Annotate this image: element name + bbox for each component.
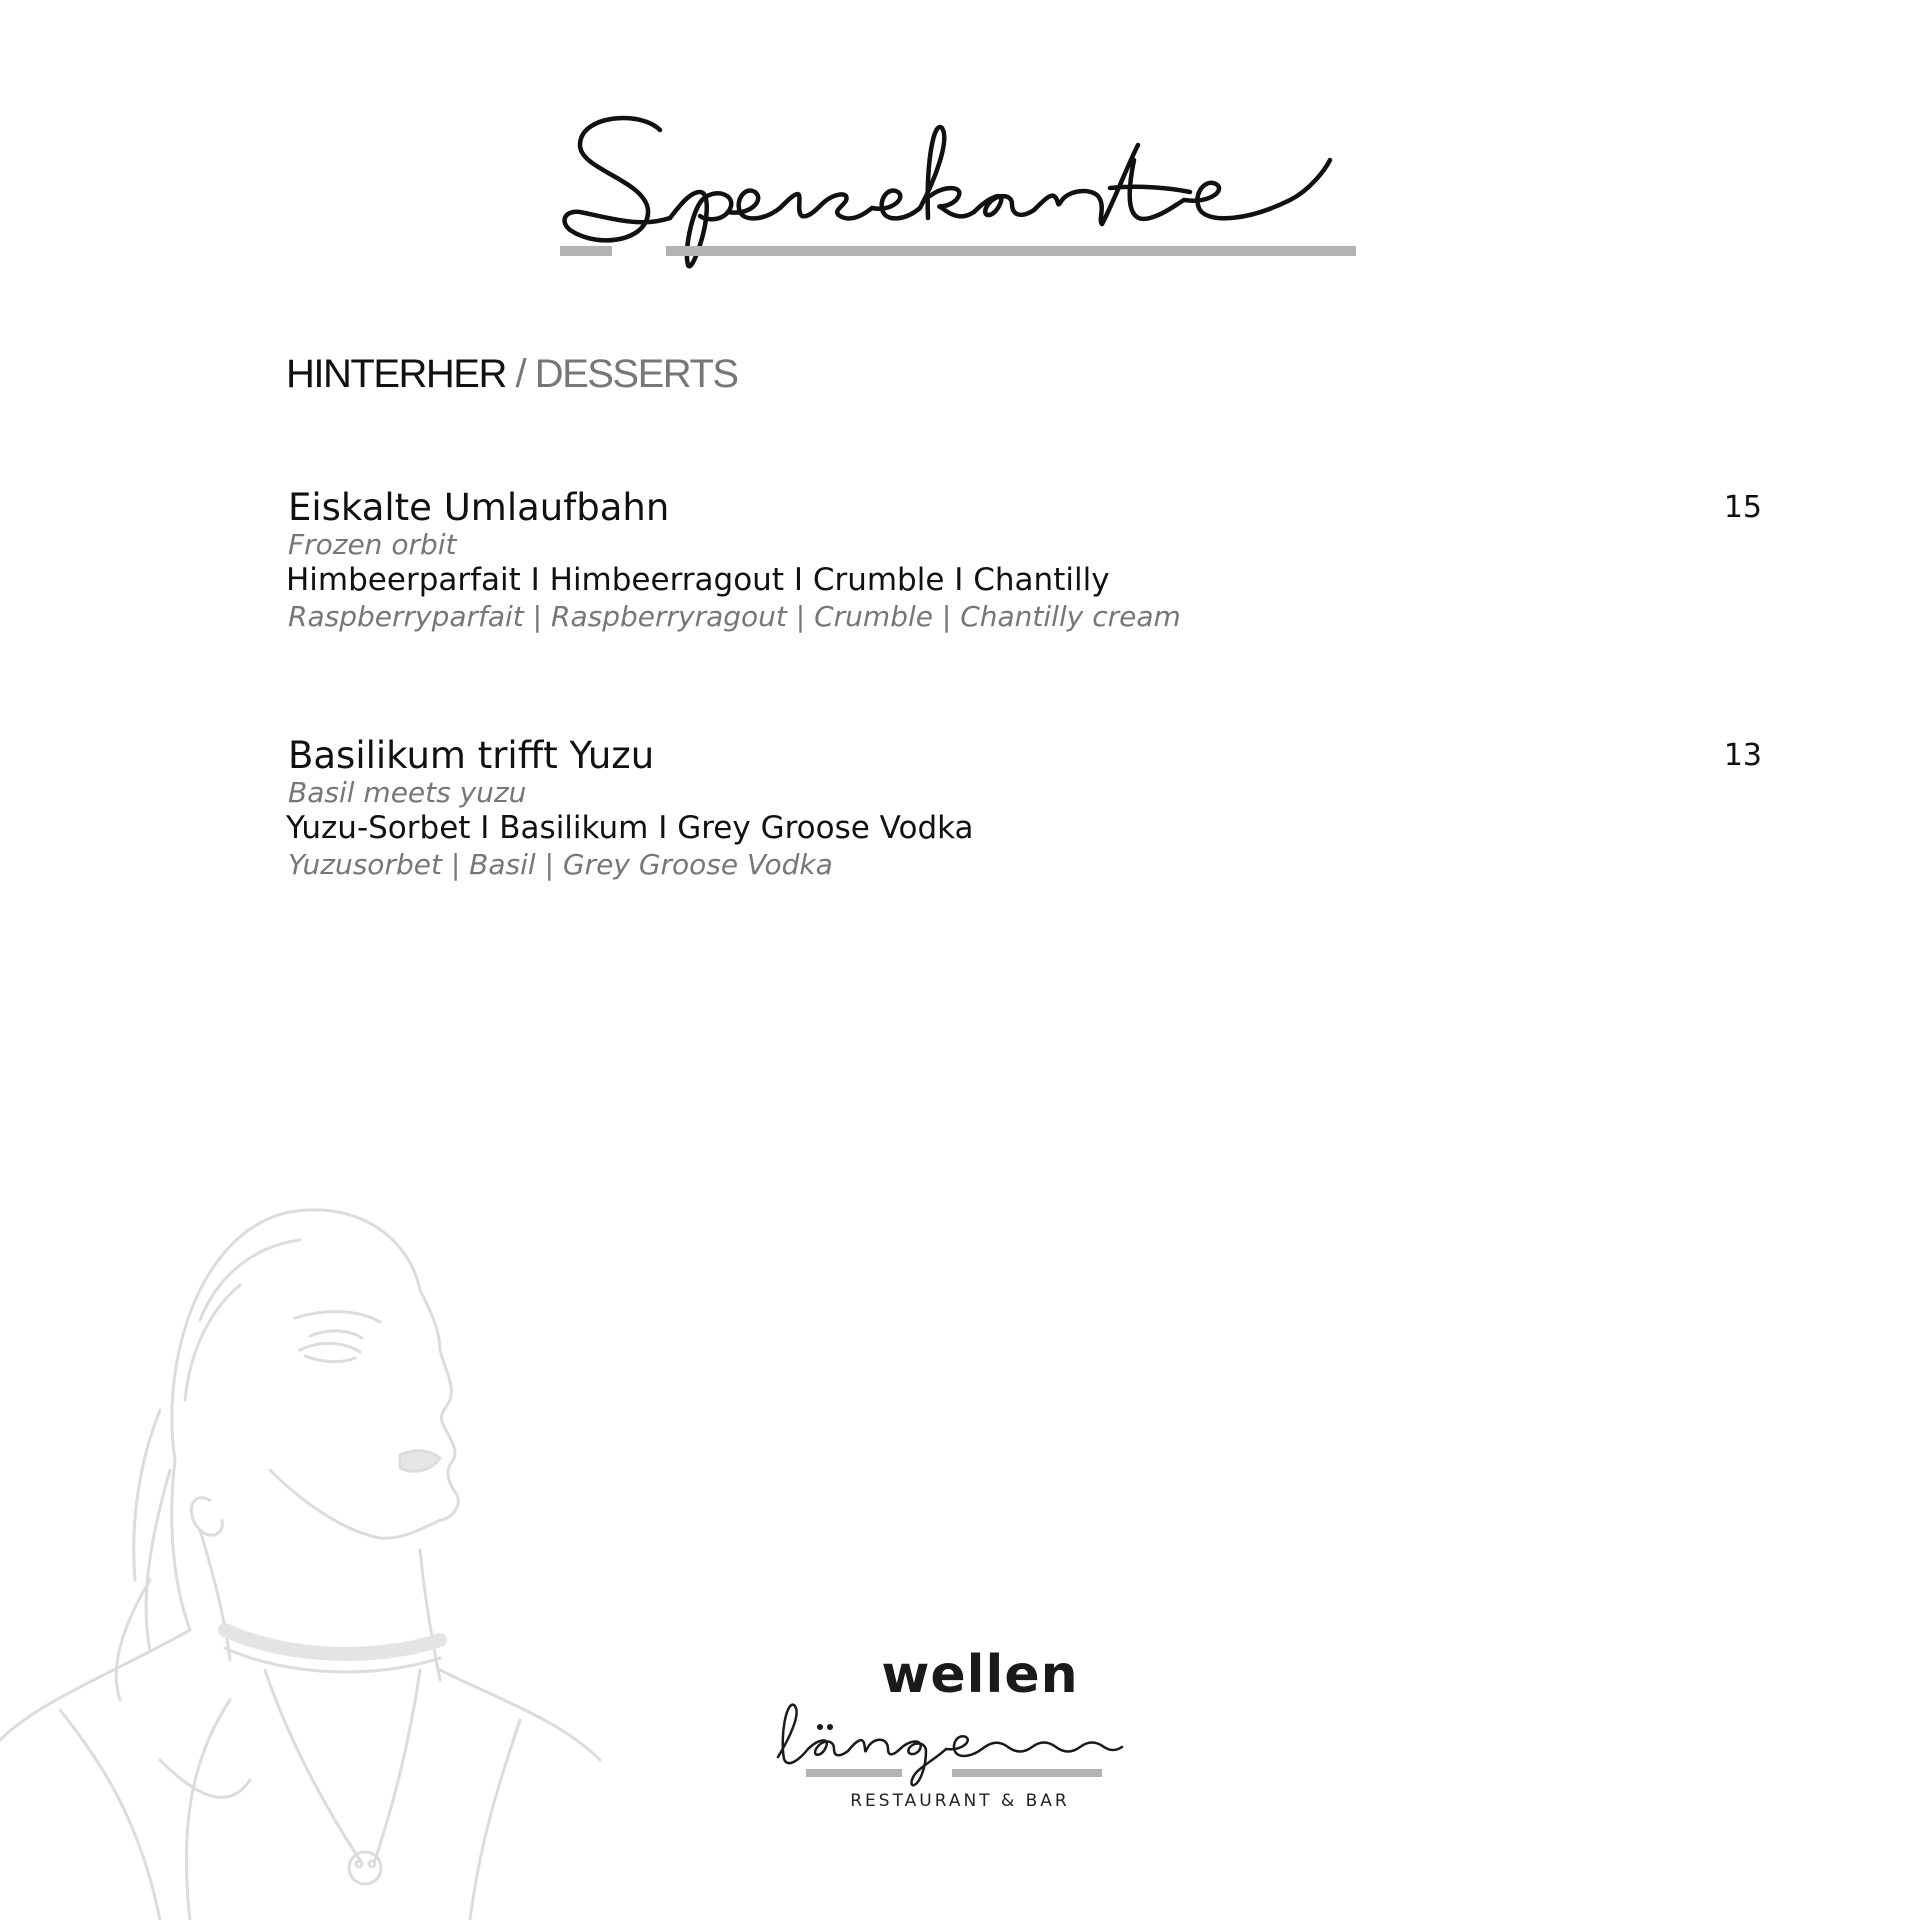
logo-bar-left [806, 1769, 902, 1777]
title-underline-short [560, 246, 612, 256]
woman-portrait-illustration-icon [0, 1200, 620, 1920]
brand-logo [770, 1645, 1150, 1817]
menu-item-ingredients: Himbeerparfait I Himbeerragout I Crumble I Chantilly [286, 562, 1110, 598]
wave-line-icon [982, 1743, 1122, 1752]
logo-wordmark: wellen [881, 1645, 1079, 1705]
menu-item-price: 15 [1723, 490, 1762, 525]
menu-item-name: Eiskalte Umlaufbahn [288, 486, 670, 529]
menu-item-subtitle: Frozen orbit [288, 528, 457, 561]
menu-title [550, 100, 1380, 270]
section-title-en: DESSERTS [534, 352, 738, 396]
menu-item-ingredients-en: Raspberryparfait | Raspberryragout | Crumble | Chantilly cream [288, 600, 1181, 633]
logo-bar-right [952, 1769, 1102, 1777]
logo-tagline: RESTAURANT & BAR [850, 1791, 1070, 1811]
menu-item-subtitle: Basil meets yuzu [288, 776, 527, 809]
section-separator: / [505, 352, 535, 396]
section-title-de: HINTERHER [286, 352, 506, 396]
section-heading [286, 352, 738, 397]
title-underline-long [666, 246, 1356, 256]
menu-item-price: 13 [1723, 738, 1762, 773]
menu-item-name: Basilikum trifft Yuzu [288, 734, 655, 777]
menu-item-ingredients-en: Yuzusorbet | Basil | Grey Groose Vodka [288, 848, 833, 881]
menu-item-ingredients: Yuzu-Sorbet I Basilikum I Grey Groose Vodka [286, 810, 974, 846]
